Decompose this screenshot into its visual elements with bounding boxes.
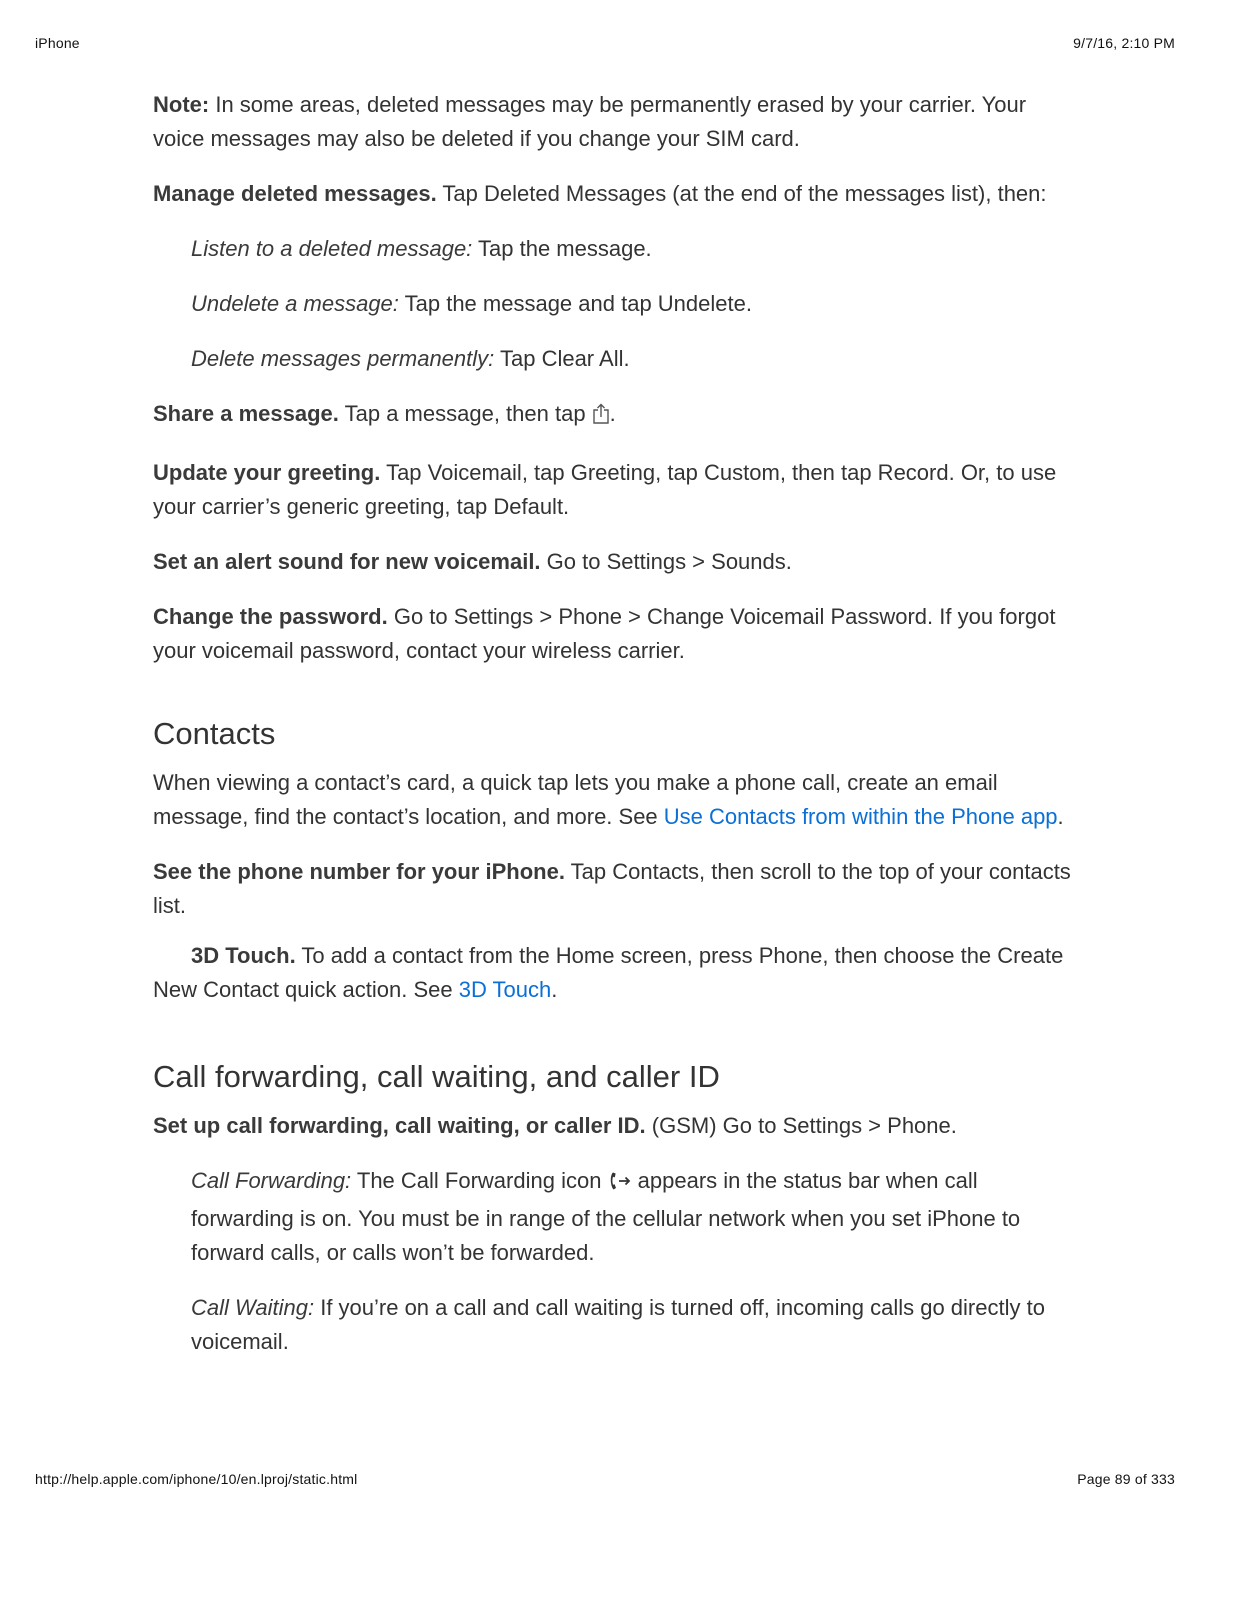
forwarding-heading: Call forwarding, call waiting, and caller ID xyxy=(153,1059,720,1094)
call-waiting-label: Call Waiting: xyxy=(191,1295,315,1320)
contacts-heading: Contacts xyxy=(153,716,276,751)
alert-paragraph xyxy=(153,545,1083,579)
delete-permanently-label: Delete messages permanently: xyxy=(191,346,495,371)
phone-number-paragraph xyxy=(153,855,1083,923)
share-period: . xyxy=(609,401,616,426)
password-text: Go to Settings > Phone > Change Voicemail Password. If you forgot your voicemail password, contact your wireless carrier. xyxy=(153,604,1056,663)
call-waiting-item xyxy=(153,1291,1083,1359)
share-text: Tap a message, then tap xyxy=(338,401,592,426)
listen-label: Listen to a deleted message: xyxy=(191,236,473,261)
password-label: Change the password. xyxy=(153,604,388,629)
contacts-intro xyxy=(153,766,1083,834)
setup-paragraph xyxy=(153,1109,1083,1143)
phone-number-text: Tap Contacts, then scroll to the top of your contacts list. xyxy=(153,859,1071,918)
password-paragraph xyxy=(153,600,1083,668)
delete-permanently-text: Tap Clear All. xyxy=(494,346,630,371)
print-header xyxy=(35,35,1175,51)
listen-text: Tap the message. xyxy=(472,236,652,261)
note-label: Note: xyxy=(153,92,210,117)
header-title: iPhone xyxy=(35,35,80,51)
call-forwarding-item xyxy=(153,1164,1083,1270)
print-footer xyxy=(35,1471,1175,1487)
3d-touch-period: . xyxy=(551,977,558,1002)
listen-item xyxy=(153,232,1083,266)
call-forwarding-after: appears in the status bar when call forwarding is on. You must be in range of the cellular network when you set iPhone to forward calls, or calls won’t be forwarded. xyxy=(191,1168,1021,1265)
greeting-text: Tap Voicemail, tap Greeting, tap Custom, then tap Record. Or, to use your carrier’s generic greeting, tap Default. xyxy=(153,460,1057,519)
contacts-intro-period: . xyxy=(1057,804,1064,829)
delete-permanently-item xyxy=(153,342,1083,376)
use-contacts-link[interactable]: Use Contacts from within the Phone app xyxy=(663,804,1058,829)
phone-number-label: See the phone number for your iPhone. xyxy=(153,859,565,884)
3d-touch-paragraph xyxy=(153,939,1083,1007)
header-timestamp: 9/7/16, 2:10 PM xyxy=(1073,35,1175,51)
undelete-text: Tap the message and tap Undelete. xyxy=(398,291,752,316)
alert-label: Set an alert sound for new voicemail. xyxy=(153,549,541,574)
undelete-label: Undelete a message: xyxy=(191,291,399,316)
manage-text: Tap Deleted Messages (at the end of the messages list), then: xyxy=(436,181,1047,206)
3d-touch-label: 3D Touch. xyxy=(191,943,296,968)
greeting-label: Update your greeting. xyxy=(153,460,381,485)
footer-url: http://help.apple.com/iphone/10/en.lproj/static.html xyxy=(35,1471,358,1487)
contacts-intro-text: When viewing a contact’s card, a quick tap lets you make a phone call, create an email message, find the contact’s location, and more. See xyxy=(153,770,998,829)
manage-paragraph xyxy=(153,177,1083,211)
manage-label: Manage deleted messages. xyxy=(153,181,437,206)
call-forwarding-text: The Call Forwarding icon xyxy=(351,1168,608,1193)
setup-text: (GSM) Go to Settings > Phone. xyxy=(645,1113,957,1138)
note-text: In some areas, deleted messages may be permanently erased by your carrier. Your voice messages may also be deleted if you change your SIM card. xyxy=(153,92,1027,151)
3d-touch-link[interactable]: 3D Touch xyxy=(458,977,552,1002)
share-icon xyxy=(592,401,610,435)
note-paragraph xyxy=(153,88,1083,156)
share-paragraph xyxy=(153,397,1083,435)
share-label: Share a message. xyxy=(153,401,339,426)
setup-label: Set up call forwarding, call waiting, or caller ID. xyxy=(153,1113,646,1138)
undelete-item xyxy=(153,287,1083,321)
alert-text: Go to Settings > Sounds. xyxy=(540,549,792,574)
footer-page-number: Page 89 of 333 xyxy=(1077,1471,1175,1487)
3d-touch-text: To add a contact from the Home screen, press Phone, then choose the Create New Contact quick action. See xyxy=(153,943,1064,1002)
page-content xyxy=(153,88,1083,1359)
greeting-paragraph xyxy=(153,456,1083,524)
call-waiting-text: If you’re on a call and call waiting is turned off, incoming calls go directly to voicemail. xyxy=(191,1295,1045,1354)
call-forwarding-icon xyxy=(608,1168,632,1202)
call-forwarding-label: Call Forwarding: xyxy=(191,1168,352,1193)
